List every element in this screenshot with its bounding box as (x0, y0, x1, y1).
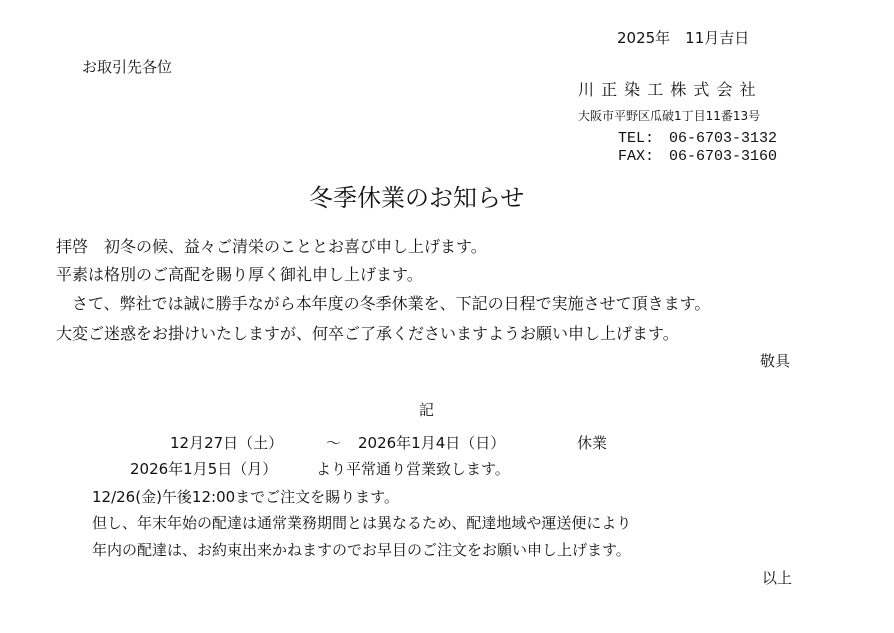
company-name: 川 正 染 工 株 式 会 社 (578, 80, 757, 99)
order-deadline: 12/26(金)午後12:00までご注文を賜ります。 (92, 488, 399, 506)
holiday-end: 2026年1月4日（日） (358, 434, 506, 452)
notice-end: 以上 (762, 569, 793, 587)
body-line-1: 拝啓 初冬の候、益々ご清栄のこととお喜び申し上げます。 (56, 237, 487, 256)
closing: 敬具 (760, 352, 791, 370)
page-title: 冬季休業のお知らせ (309, 184, 525, 212)
body-line-4: 大変ご迷惑をお掛けいたしますが、何卒ご了承くださいますようお願い申し上げます。 (56, 324, 679, 343)
resume-date: 2026年1月5日（月） (130, 460, 278, 478)
resume-text: より平常通り営業致します。 (316, 460, 510, 478)
recipient: お取引先各位 (82, 58, 173, 76)
company-tel: TEL: 06-6703-3132 (618, 130, 778, 147)
company-address: 大阪市平野区瓜破1丁目11番13号 (578, 109, 761, 123)
holiday-start: 12月27日（土） (170, 434, 284, 452)
delivery-line-2: 年内の配達は、お約束出来かねますのでお早目のご注文をお願い申し上げます。 (92, 541, 631, 559)
holiday-tilde: ～ (326, 434, 342, 452)
delivery-line-1: 但し、年末年始の配達は通常業務期間とは異なるため、配達地域や運送便により (92, 514, 632, 532)
body-line-2: 平素は格別のご高配を賜り厚く御礼申し上げます。 (56, 265, 423, 284)
document-date: 2025年 11月吉日 (617, 29, 750, 47)
notice-heading: 記 (419, 401, 435, 419)
company-fax: FAX: 06-6703-3160 (618, 148, 778, 165)
body-line-3: さて、弊社では誠に勝手ながら本年度の冬季休業を、下記の日程で実施させて頂きます。 (56, 294, 711, 313)
holiday-label: 休業 (577, 434, 608, 452)
